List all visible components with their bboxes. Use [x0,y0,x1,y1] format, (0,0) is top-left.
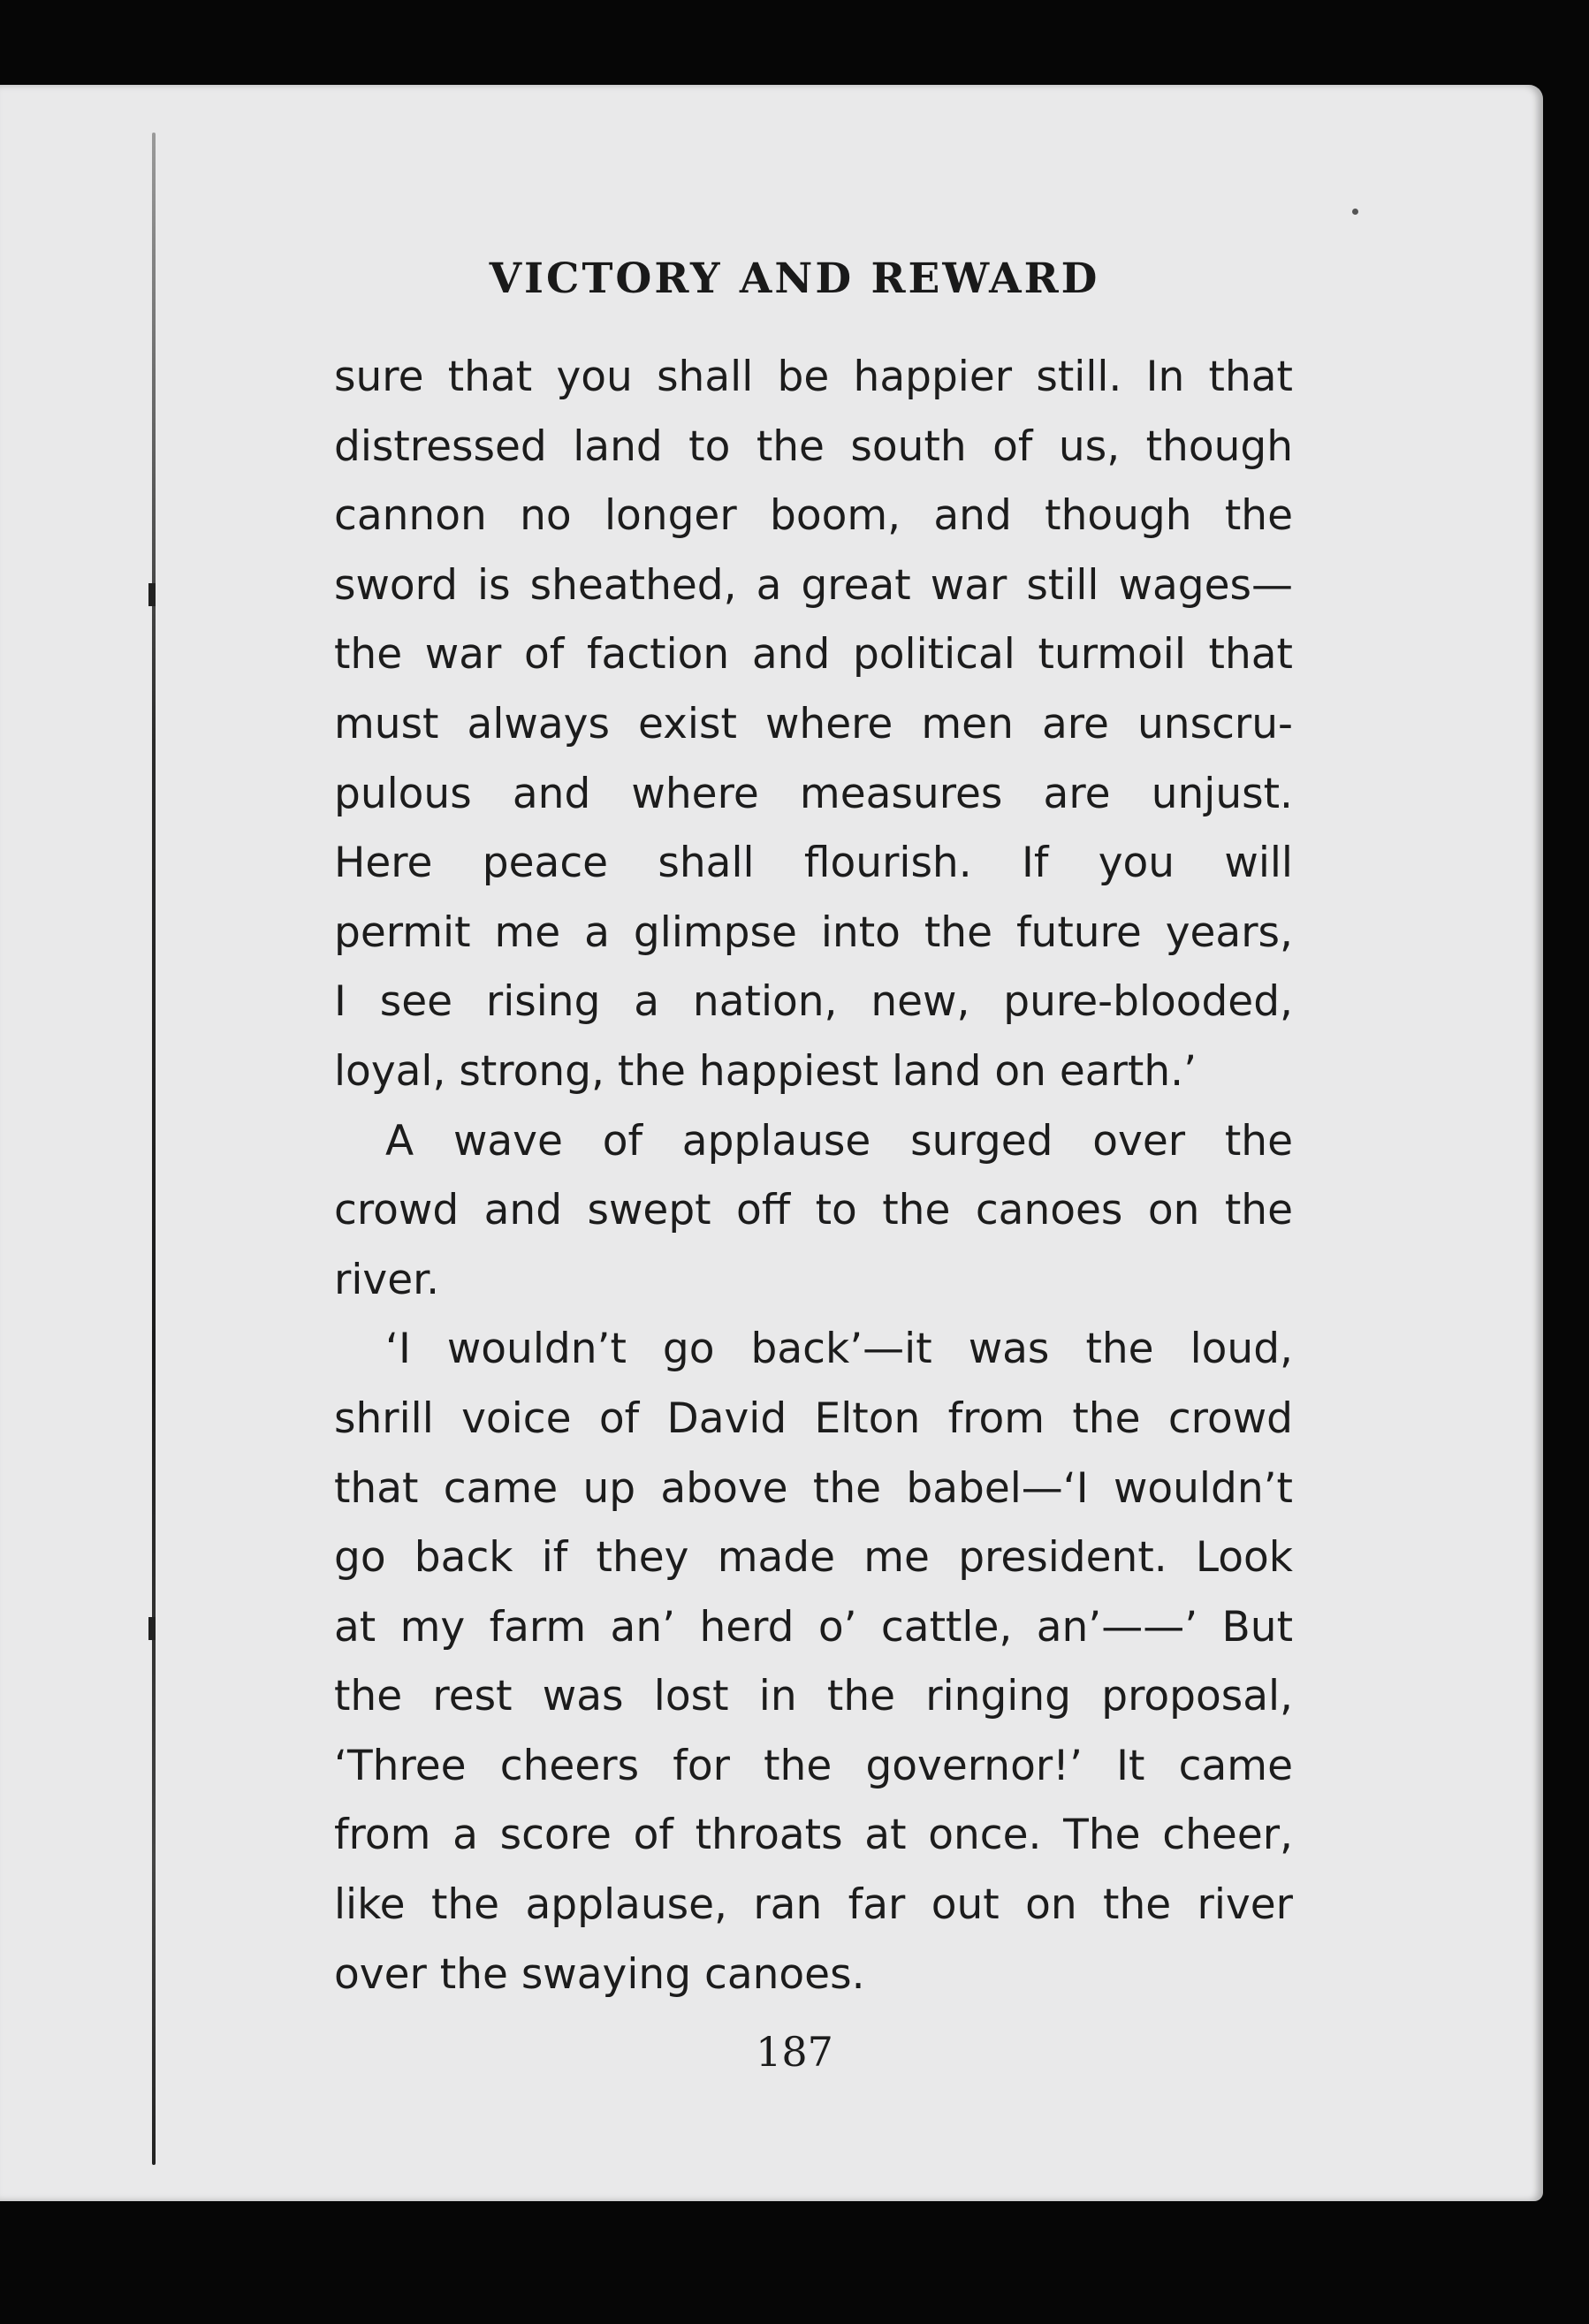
text-line: loyal, strong, the happiest land on earth.’ [334,1046,1197,1096]
text-line: Here peace shall flourish. If you will [334,839,1293,888]
text-line: from a score of throats at once. The cheer, [334,1811,1293,1860]
text-line: like the applause, ran far out on the river [334,1880,1293,1930]
text-line: ‘Three cheers for the governor!’ It came [334,1741,1293,1790]
text-line: ‘I wouldn’t go back’—it was the loud, [385,1325,1293,1374]
text-line: permit me a glimpse into the future years, [334,908,1293,957]
text-line: distressed land to the south of us, though [334,422,1293,471]
scan-speck [1352,209,1358,215]
text-line: must always exist where men are unscru- [334,699,1293,748]
text-line: I see rising a nation, new, pure-blooded, [334,977,1293,1027]
text-line: pulous and where measures are unjust. [334,769,1293,818]
text-line: A wave of applause surged over the [385,1116,1293,1166]
text-line: that came up above the babel—‘I wouldn’t [334,1463,1293,1513]
body-text [334,343,1293,2009]
page-number: 187 [756,2028,833,2076]
text-line: go back if they made me president. Look [334,1533,1293,1583]
gutter-mark [148,1617,156,1640]
text-line: sword is sheathed, a great war still wages— [334,560,1293,610]
text-line: cannon no longer boom, and though the [334,491,1293,541]
text-line: river. [334,1255,440,1304]
text-line: sure that you shall be happier still. In that [334,353,1293,401]
text-line: the war of faction and political turmoil that [334,630,1293,680]
text-line: over the swaying canoes. [334,1949,865,1999]
gutter-mark [148,583,156,606]
running-header: VICTORY AND REWARD [489,254,1100,303]
text-line: at my farm an’ herd o’ cattle, an’——’ But [334,1602,1293,1652]
binding-gutter-line [152,133,156,2165]
text-line: shrill voice of David Elton from the crowd [334,1394,1293,1443]
text-line: the rest was lost in the ringing proposal, [334,1672,1293,1721]
text-line: crowd and swept off to the canoes on the [334,1186,1293,1235]
